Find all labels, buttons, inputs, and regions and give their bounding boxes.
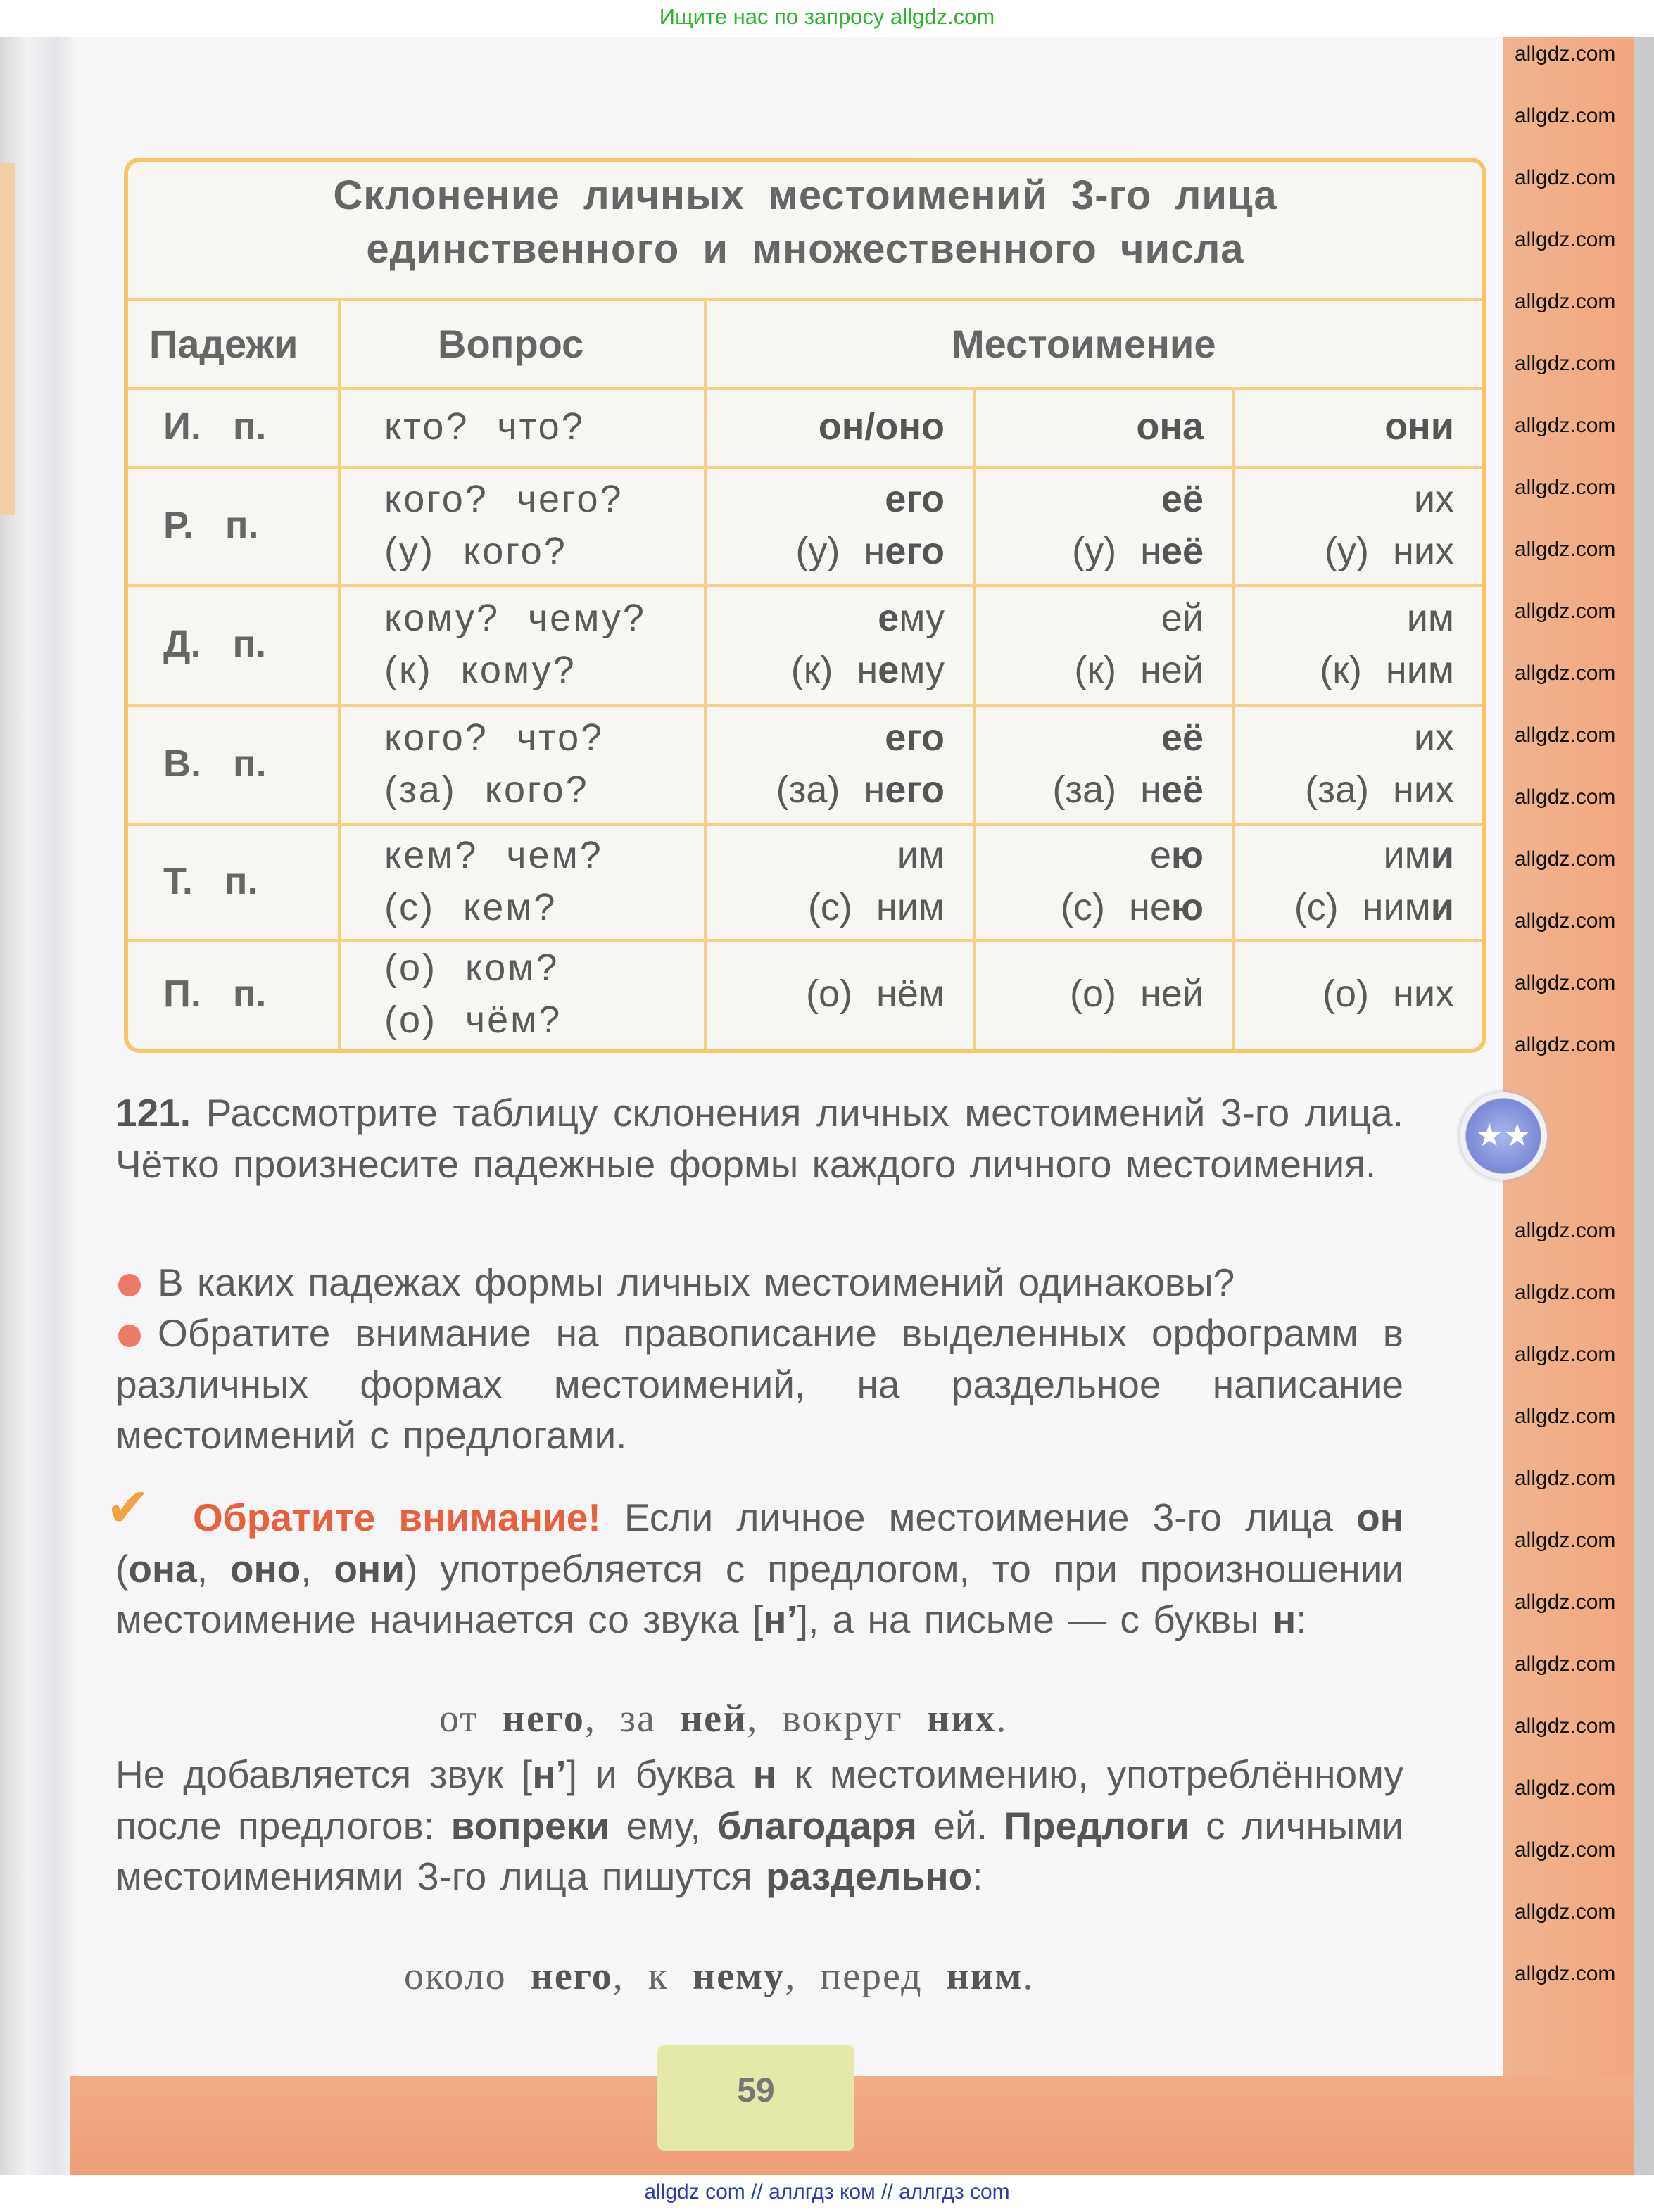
bold-text: она bbox=[128, 1546, 197, 1591]
table-cell-pronoun bbox=[973, 584, 1232, 704]
question-line: кем? чем? bbox=[384, 834, 603, 876]
plain-part: му bbox=[899, 597, 945, 639]
case-label: П. п. bbox=[163, 973, 267, 1015]
pronoun-line bbox=[1232, 644, 1482, 696]
pronoun-form bbox=[897, 829, 945, 881]
bold-text: оно bbox=[229, 1546, 301, 1591]
plain-part: е bbox=[1149, 834, 1171, 876]
attention-heading: Обратите внимание! bbox=[193, 1496, 601, 1539]
plain-part: н bbox=[857, 649, 878, 691]
table-cell-pronoun bbox=[1232, 466, 1482, 584]
table-cell-case bbox=[128, 939, 338, 1049]
question-line: (о) чём? bbox=[384, 999, 562, 1041]
page-number: 59 bbox=[657, 2045, 854, 2151]
question-line: кого? чего? bbox=[384, 478, 624, 520]
plain-part: ней bbox=[1140, 973, 1204, 1015]
pronoun-form bbox=[1140, 644, 1204, 696]
table-title-line1: Склонение личных местоимений 3-го лица bbox=[333, 172, 1277, 218]
text: ( bbox=[115, 1546, 129, 1591]
pronoun-form bbox=[1129, 881, 1204, 933]
bold-orthogram: и bbox=[1430, 834, 1454, 876]
bold-text: н bbox=[752, 1752, 776, 1796]
preposition: (с) bbox=[807, 886, 852, 928]
text: около bbox=[404, 1954, 531, 1998]
preposition: (у) bbox=[1325, 530, 1369, 572]
pronoun-form bbox=[1136, 400, 1204, 453]
plain-part: ним bbox=[876, 886, 945, 928]
plain-part: них bbox=[1393, 769, 1454, 811]
bold-text: н bbox=[1273, 1598, 1296, 1641]
pronoun-form bbox=[857, 644, 945, 696]
table-cell-case bbox=[128, 466, 338, 584]
pronoun-line bbox=[704, 473, 973, 525]
pronoun-form bbox=[1393, 764, 1454, 816]
plain-part: им bbox=[1383, 834, 1431, 876]
pronoun-line bbox=[1232, 525, 1482, 577]
table-cell-question bbox=[338, 704, 704, 823]
watermark[interactable]: allgdz.com bbox=[1515, 1776, 1616, 1800]
bold-orthogram: ю bbox=[1170, 886, 1204, 928]
pronoun-form bbox=[885, 473, 945, 525]
page-edge bbox=[1634, 37, 1654, 2175]
bold-orthogram: е bbox=[878, 597, 899, 639]
bold-orthogram: её bbox=[1161, 769, 1204, 811]
bullet-question-2 bbox=[115, 1308, 1403, 1461]
stars-badge-icon: ★★ bbox=[1460, 1092, 1547, 1180]
pronoun-line bbox=[1232, 968, 1482, 1020]
preposition: (к) bbox=[1074, 649, 1116, 691]
pronoun-form bbox=[1140, 764, 1204, 816]
exercise-121 bbox=[115, 1087, 1403, 1189]
text: ], а на письме — с буквы bbox=[797, 1598, 1273, 1641]
table-cell-pronoun bbox=[704, 466, 973, 584]
table-cell-pronoun bbox=[1232, 584, 1482, 704]
table-cell-question bbox=[338, 823, 704, 939]
plain-part: ей bbox=[1161, 597, 1204, 639]
table-cell-question bbox=[338, 466, 704, 584]
text: к местоимению, употреблённому после предлогов: bbox=[115, 1752, 1404, 1847]
bold-orthogram: и bbox=[1430, 886, 1454, 928]
pronoun-form bbox=[1393, 968, 1454, 1020]
plain-part: му bbox=[899, 649, 945, 691]
watermark[interactable]: allgdz.com bbox=[1515, 1033, 1616, 1056]
table-cell-pronoun bbox=[704, 939, 973, 1049]
pronoun-line bbox=[704, 525, 973, 577]
pronoun-form bbox=[1161, 712, 1204, 764]
case-label: Т. п. bbox=[163, 860, 258, 902]
watermark[interactable]: allgdz.com bbox=[1515, 352, 1616, 375]
pronoun-form bbox=[819, 400, 945, 453]
text: Обратите внимание на правописание выделенных орфограмм в различных формах местоимений, на раздельное написание местоимений с предлогами. bbox=[115, 1311, 1403, 1457]
watermark[interactable]: allgdz.com bbox=[1515, 476, 1616, 499]
pronoun-form bbox=[1150, 829, 1204, 881]
table-cell-pronoun bbox=[1232, 704, 1482, 823]
preposition: (к) bbox=[1320, 649, 1362, 691]
text: . bbox=[996, 1697, 1008, 1740]
bold-text: н’ bbox=[532, 1752, 567, 1796]
bold-orthogram: его bbox=[885, 716, 945, 759]
top-banner[interactable]: Ищите нас по запросу allgdz.com bbox=[0, 0, 1654, 37]
pronoun-line bbox=[704, 400, 973, 453]
text: ему, bbox=[610, 1803, 718, 1847]
pronoun-line bbox=[704, 881, 973, 933]
pronoun-form bbox=[1384, 400, 1454, 453]
preposition: (за) bbox=[776, 769, 840, 811]
plain-part: них bbox=[1393, 530, 1454, 572]
attention-note bbox=[115, 1492, 1403, 1645]
table-cell-case bbox=[128, 584, 338, 704]
bold-orthogram: его bbox=[885, 769, 945, 811]
table-cell-pronoun bbox=[973, 939, 1232, 1049]
pronoun-form bbox=[1140, 968, 1204, 1020]
watermark[interactable]: allgdz.com bbox=[1515, 1529, 1616, 1552]
text: В каких падежах формы личных местоимений одинаковы? bbox=[158, 1260, 1235, 1304]
watermark[interactable]: allgdz.com bbox=[1515, 1652, 1616, 1676]
text: ей. bbox=[916, 1803, 1004, 1847]
watermark[interactable]: allgdz.com bbox=[1515, 1900, 1616, 1923]
text: Если личное местоимение 3-го лица bbox=[600, 1496, 1357, 1539]
bold-orthogram: ю bbox=[1170, 834, 1204, 876]
watermark[interactable]: allgdz.com bbox=[1515, 723, 1616, 747]
case-label: И. п. bbox=[163, 405, 267, 448]
pronoun-line bbox=[973, 473, 1232, 525]
bold-text: них bbox=[926, 1697, 997, 1740]
preposition: (за) bbox=[1305, 769, 1369, 811]
table-cell-pronoun bbox=[1232, 823, 1482, 939]
plain-part: них bbox=[1393, 973, 1454, 1015]
bold-text: благодаря bbox=[717, 1803, 917, 1847]
table-cell-pronoun bbox=[973, 387, 1232, 466]
bold-text: н’ bbox=[763, 1598, 797, 1641]
text: с личными местоимениями 3-го лица пишутся bbox=[115, 1803, 1403, 1898]
table-cell-pronoun bbox=[973, 466, 1232, 584]
table-cell-question bbox=[338, 939, 704, 1049]
pronoun-line bbox=[973, 764, 1232, 816]
preposition: (о) bbox=[1322, 973, 1369, 1015]
question-line: (к) кому? bbox=[384, 649, 576, 691]
case-label: Д. п. bbox=[163, 623, 267, 665]
watermark[interactable]: allgdz.com bbox=[1515, 1219, 1616, 1242]
preposition: (у) bbox=[795, 530, 840, 572]
text: : bbox=[972, 1854, 983, 1898]
preposition: (о) bbox=[1069, 973, 1116, 1015]
bullet-icon bbox=[118, 1325, 141, 1347]
table-cell-pronoun bbox=[704, 704, 973, 823]
plain-part: не bbox=[1129, 886, 1171, 928]
pronoun-line bbox=[704, 968, 973, 1020]
table-cell-question bbox=[338, 387, 704, 466]
table-cell-pronoun bbox=[704, 387, 973, 466]
left-page-edge bbox=[0, 163, 15, 515]
bold-text: вопреки bbox=[450, 1803, 610, 1847]
plain-part: н bbox=[864, 769, 885, 811]
text: от bbox=[439, 1697, 503, 1740]
text: , bbox=[196, 1546, 230, 1591]
table-cell-pronoun bbox=[704, 823, 973, 939]
pronoun-form bbox=[1386, 644, 1454, 696]
question-line: кто? что? bbox=[384, 405, 585, 448]
plain-part: их bbox=[1413, 478, 1454, 520]
watermark[interactable]: allgdz.com bbox=[1515, 1343, 1616, 1366]
pronoun-form bbox=[1161, 592, 1204, 644]
table-cell-pronoun bbox=[704, 584, 973, 704]
bold-orthogram: его bbox=[885, 478, 945, 520]
pronoun-line bbox=[973, 525, 1232, 577]
pronoun-form bbox=[1140, 525, 1204, 577]
watermark[interactable]: allgdz.com bbox=[1515, 1405, 1616, 1428]
text: : bbox=[1296, 1598, 1307, 1641]
bold-orthogram: её bbox=[1161, 478, 1204, 520]
bold-text: него bbox=[502, 1697, 585, 1740]
bold-text: ней bbox=[679, 1697, 747, 1740]
question-line: (о) ком? bbox=[384, 947, 560, 989]
pronoun-form bbox=[1363, 881, 1454, 933]
pronoun-line bbox=[973, 400, 1232, 453]
pronoun-line bbox=[1232, 829, 1482, 881]
header-question: Вопрос bbox=[438, 322, 584, 366]
bold-orthogram: её bbox=[1161, 716, 1204, 759]
pronoun-line bbox=[973, 968, 1232, 1020]
watermark[interactable]: allgdz.com bbox=[1515, 909, 1616, 933]
declension-table bbox=[124, 158, 1486, 1053]
bullet-question-1 bbox=[115, 1257, 1403, 1308]
preposition: (к) bbox=[790, 649, 833, 691]
pronoun-form bbox=[1161, 473, 1204, 525]
plain-part: их bbox=[1413, 716, 1454, 759]
pronoun-line bbox=[1232, 400, 1482, 453]
plain-part: н bbox=[864, 530, 885, 572]
text: , перед bbox=[785, 1954, 947, 1998]
bold-orthogram: её bbox=[1161, 530, 1204, 572]
watermark[interactable]: allgdz.com bbox=[1515, 414, 1616, 437]
watermark[interactable]: allgdz.com bbox=[1515, 662, 1616, 685]
pronoun-form bbox=[885, 712, 945, 764]
preposition: (с) bbox=[1294, 886, 1339, 928]
pronoun-line bbox=[704, 764, 973, 816]
pronoun-line bbox=[973, 881, 1232, 933]
bold-text: 121. bbox=[115, 1091, 191, 1135]
plain-part: им bbox=[1406, 597, 1454, 639]
checkmark-icon: ✔ bbox=[106, 1478, 151, 1538]
preposition: (с) bbox=[1061, 886, 1106, 928]
text: , вокруг bbox=[747, 1697, 927, 1740]
text: ) употребляется с предлогом, то при произношении местоимение начинается со звука [ bbox=[115, 1546, 1404, 1641]
pronoun-form bbox=[1407, 592, 1454, 644]
plain-part: н bbox=[1140, 769, 1161, 811]
watermark[interactable]: allgdz.com bbox=[1515, 785, 1616, 809]
pronoun-form bbox=[1414, 712, 1454, 764]
watermark[interactable]: allgdz.com bbox=[1515, 971, 1616, 994]
bold-text: он bbox=[1356, 1496, 1403, 1539]
example-1 bbox=[439, 1696, 1007, 1741]
text: , к bbox=[612, 1954, 693, 1998]
bold-text: нему bbox=[692, 1954, 785, 1998]
bold-orthogram: его bbox=[885, 530, 945, 572]
question-line: кому? чему? bbox=[384, 597, 646, 639]
bold-text: него bbox=[530, 1954, 613, 1998]
table-cell-pronoun bbox=[973, 823, 1232, 939]
case-label: В. п. bbox=[163, 742, 267, 785]
pronoun-line bbox=[1232, 881, 1482, 933]
text: , за bbox=[584, 1697, 680, 1740]
pronoun-line bbox=[973, 592, 1232, 644]
table-cell-case bbox=[128, 387, 338, 466]
pronoun-line bbox=[1232, 712, 1482, 764]
bold-text: раздельно bbox=[765, 1854, 973, 1898]
text: , bbox=[301, 1546, 334, 1591]
watermark[interactable]: allgdz.com bbox=[1515, 1467, 1616, 1490]
preposition: (о) bbox=[806, 973, 853, 1015]
table-row-divider bbox=[128, 298, 1482, 301]
pronoun-line bbox=[1232, 764, 1482, 816]
table-cell-case bbox=[128, 704, 338, 823]
table-cell-pronoun bbox=[1232, 939, 1482, 1049]
watermark[interactable]: allgdz.com bbox=[1515, 166, 1616, 189]
pronoun-line bbox=[973, 712, 1232, 764]
pronoun-line bbox=[704, 592, 973, 644]
header-pronoun: Местоимение bbox=[952, 322, 1216, 366]
pronoun-line bbox=[973, 829, 1232, 881]
bold-text: Предлоги bbox=[1004, 1803, 1189, 1847]
pronoun-line bbox=[1232, 592, 1482, 644]
watermark[interactable]: allgdz.com bbox=[1515, 42, 1616, 65]
question-line: кого? что? bbox=[384, 716, 605, 759]
text: ] и буква bbox=[566, 1752, 753, 1796]
pronoun-line bbox=[973, 644, 1232, 696]
table-cell-case bbox=[128, 823, 338, 939]
table-cell-pronoun bbox=[973, 704, 1232, 823]
watermark[interactable]: allgdz.com bbox=[1515, 538, 1616, 561]
watermark[interactable]: allgdz.com bbox=[1515, 1714, 1616, 1738]
plain-part: ним bbox=[1362, 886, 1431, 928]
text: Не добавляется звук [ bbox=[115, 1752, 533, 1796]
watermark[interactable]: allgdz.com bbox=[1515, 290, 1616, 313]
pronoun-line bbox=[704, 644, 973, 696]
text: Рассмотрите таблицу склонения личных местоимений 3-го лица. Чётко произнесите падежные формы каждого личного местоимения. bbox=[115, 1091, 1403, 1186]
plain-part: н bbox=[1140, 530, 1161, 572]
pronoun-form bbox=[864, 525, 945, 577]
pronoun-line bbox=[704, 829, 973, 881]
plain-part: ней bbox=[1140, 649, 1204, 691]
watermark[interactable]: allgdz.com bbox=[1515, 847, 1616, 871]
watermark[interactable]: allgdz.com bbox=[1515, 1838, 1616, 1862]
watermark[interactable]: allgdz.com bbox=[1515, 1962, 1616, 1985]
pronoun-form bbox=[876, 968, 945, 1020]
preposition: (за) bbox=[1052, 769, 1117, 811]
question-line: (за) кого? bbox=[384, 769, 589, 811]
table-title-line2: единственного и множественного числа bbox=[366, 226, 1244, 272]
plain-part: им bbox=[897, 834, 945, 876]
question-line: (у) кого? bbox=[384, 530, 567, 572]
text: . bbox=[1023, 1954, 1035, 1998]
case-label: Р. п. bbox=[163, 504, 259, 546]
bold-text: они bbox=[334, 1546, 405, 1591]
example-2 bbox=[404, 1954, 1034, 1999]
bold-orthogram: она bbox=[1136, 405, 1204, 448]
footer-links[interactable]: allgdz com // аллгдз ком // аллгдз com bbox=[0, 2175, 1654, 2212]
bold-text: ним bbox=[946, 1954, 1023, 1998]
bold-orthogram: он/оно bbox=[818, 405, 945, 448]
pronoun-form bbox=[1414, 473, 1454, 525]
plain-part: ним bbox=[1385, 649, 1454, 691]
question-line: (с) кем? bbox=[384, 886, 557, 928]
pronoun-form bbox=[864, 764, 945, 816]
bold-orthogram: е bbox=[878, 649, 899, 691]
table-cell-pronoun bbox=[1232, 387, 1482, 466]
pronoun-line bbox=[704, 712, 973, 764]
plain-part: нём bbox=[876, 973, 945, 1015]
pronoun-form bbox=[876, 881, 945, 933]
pronoun-form bbox=[878, 592, 945, 644]
watermark[interactable]: allgdz.com bbox=[1515, 600, 1616, 623]
watermark[interactable]: allgdz.com bbox=[1515, 228, 1616, 251]
bold-orthogram: они bbox=[1384, 405, 1454, 448]
bullet-icon bbox=[118, 1274, 141, 1296]
watermark[interactable]: allgdz.com bbox=[1515, 1281, 1616, 1304]
pronoun-form bbox=[1384, 829, 1455, 881]
watermark[interactable]: allgdz.com bbox=[1515, 1591, 1616, 1614]
preposition: (у) bbox=[1072, 530, 1117, 572]
pronoun-line bbox=[1232, 473, 1482, 525]
watermark[interactable]: allgdz.com bbox=[1515, 104, 1616, 127]
header-cases: Падежи bbox=[149, 322, 298, 366]
table-cell-question bbox=[338, 584, 704, 704]
rule-note bbox=[115, 1749, 1403, 1902]
pronoun-form bbox=[1393, 525, 1454, 577]
